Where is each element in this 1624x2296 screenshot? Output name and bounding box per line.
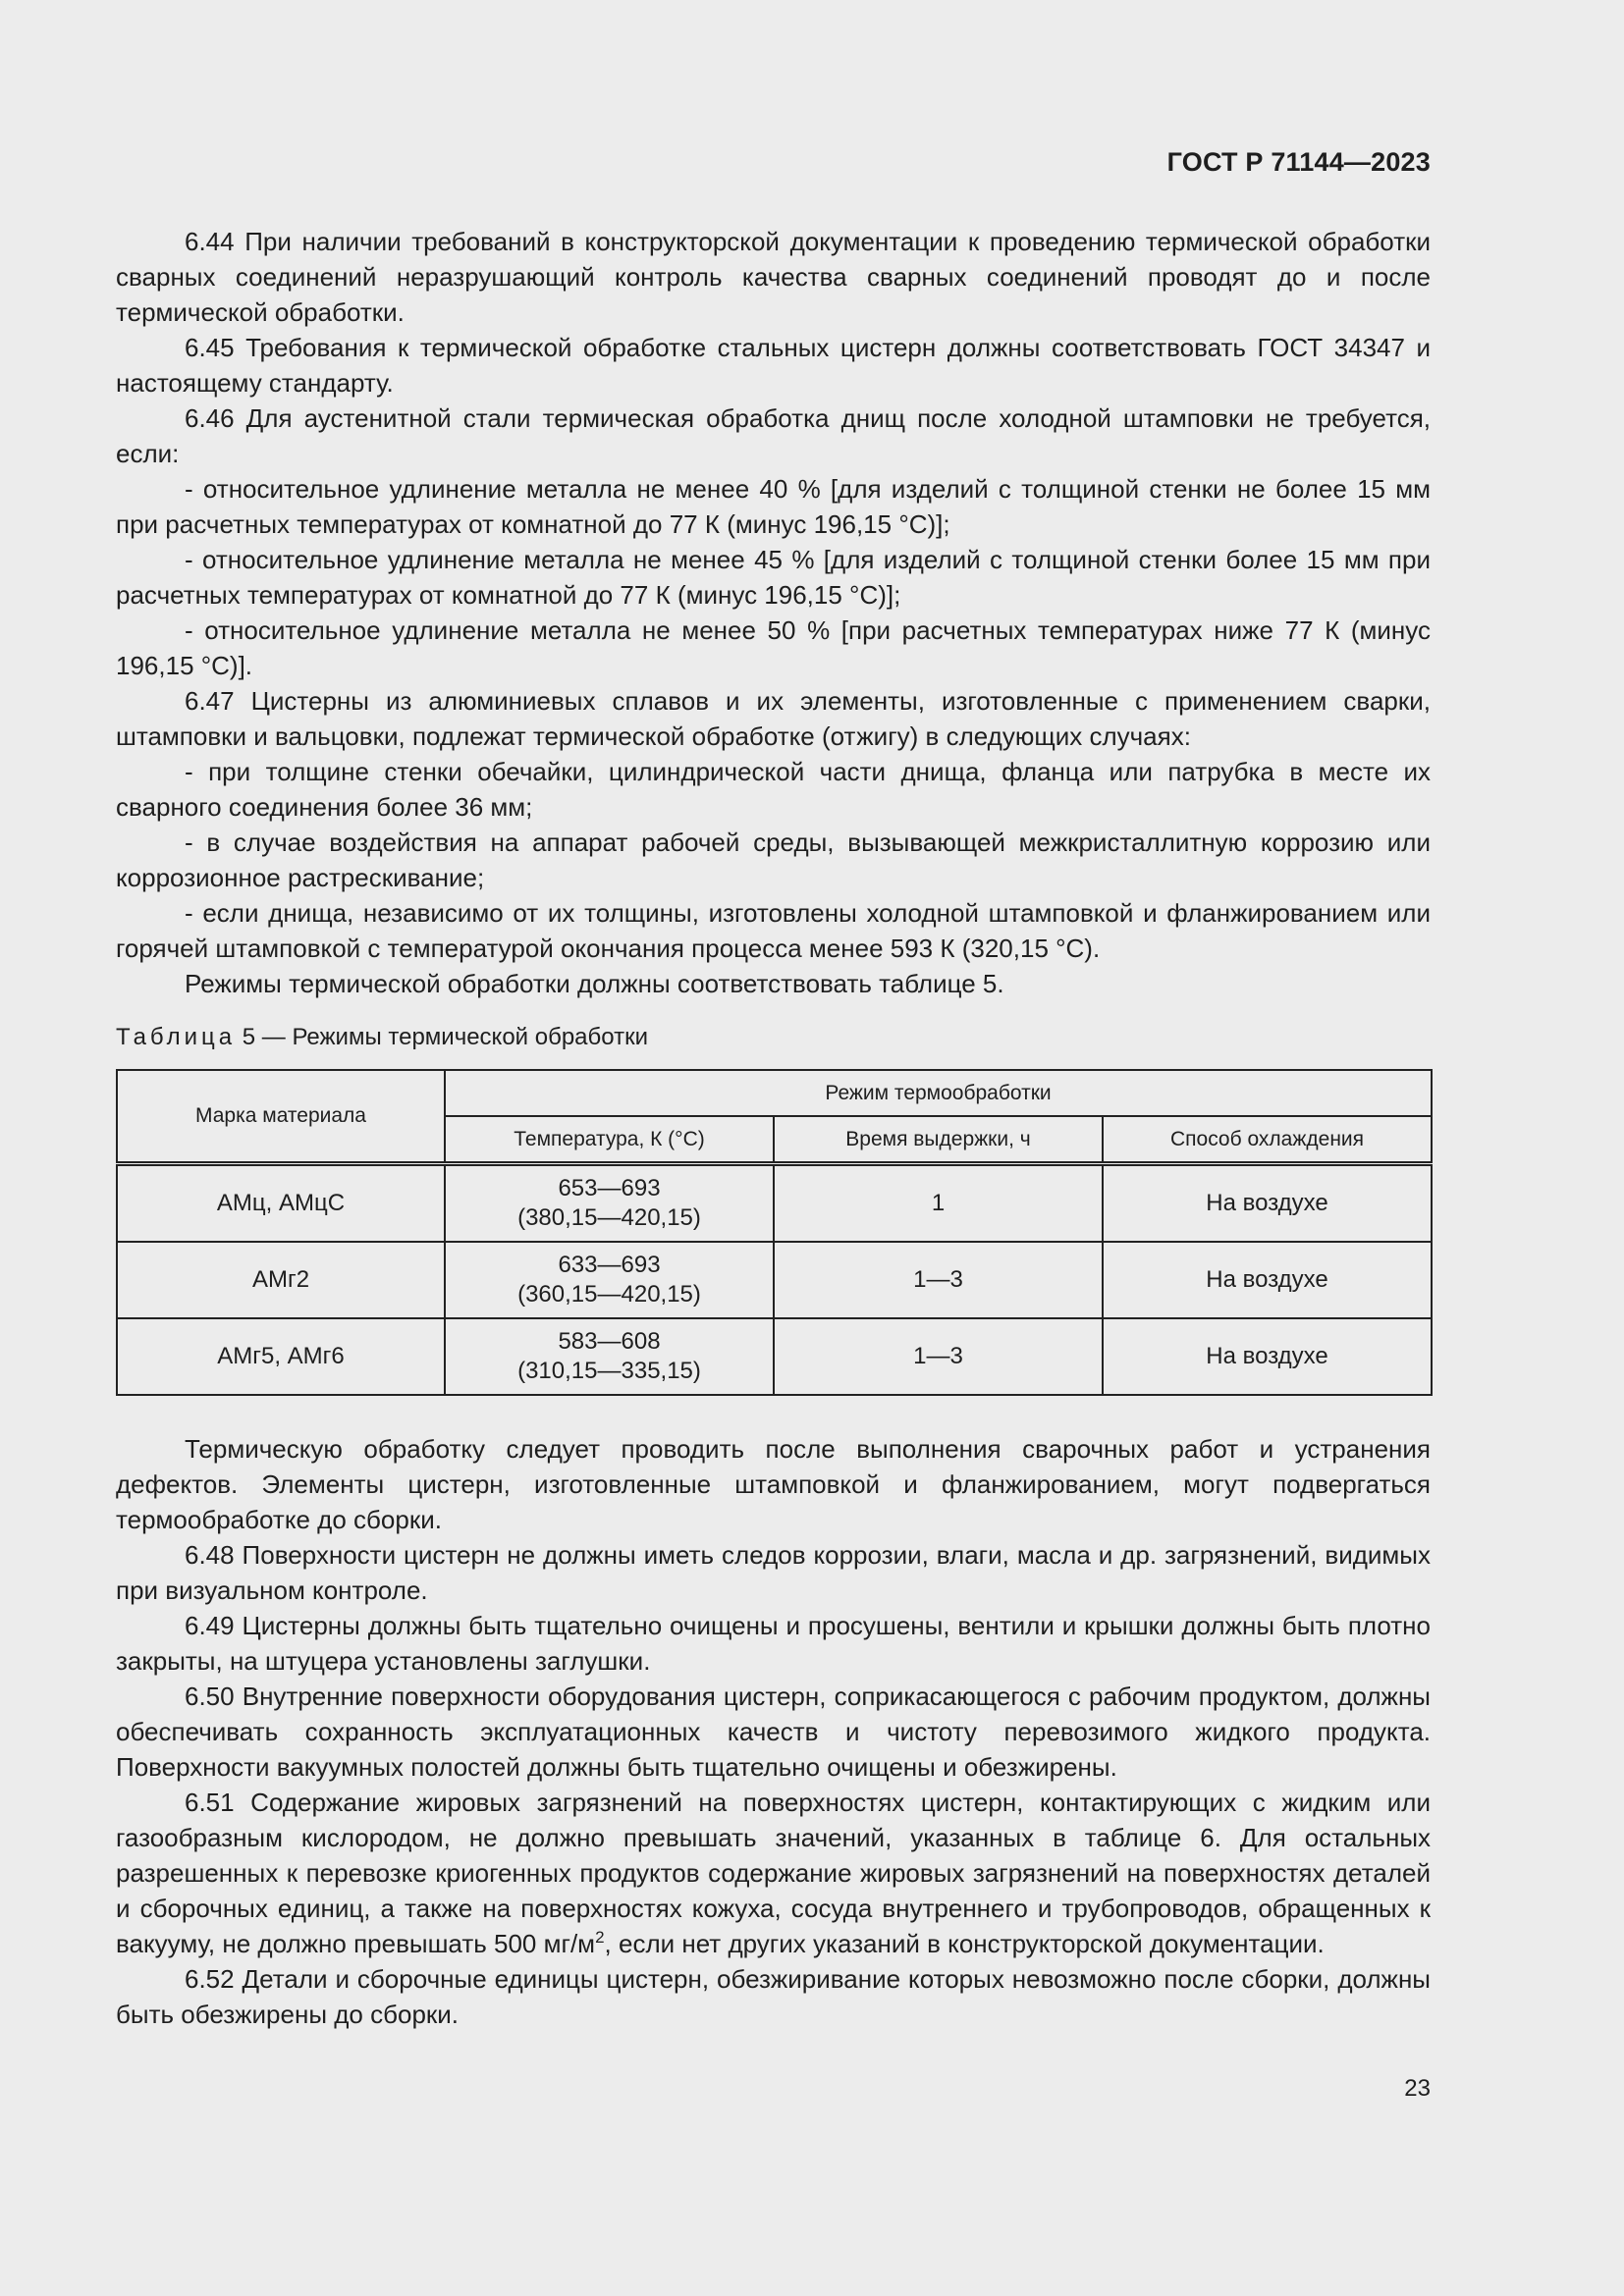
paragraph: 6.50 Внутренние поверхности оборудования цистерн, соприкасающегося с рабочим продуктом, должны обеспечивать сохранность эксплуатационных качеств и чистоту перевозимого жидкого продукта. Поверхности вакуумных полостей должны быть тщательно очищены и обезжирены. — [116, 1682, 1431, 1782]
cell-material: АМг2 — [117, 1242, 445, 1318]
paragraph: Термическую обработку следует проводить после выполнения сварочных работ и устранения дефектов. Элементы цистерн, изготовленные штамповкой и фланжированием, могут подвергаться термообработке до сборки. — [116, 1434, 1431, 1534]
paragraph-text: 6.51 Содержание жировых загрязнений на поверхностях цистерн, контактирующих с жидким или газообразным кислородом, не должно превышать значений, указанных в таблице 6. Для остальных разрешенных к перевозке криогенных продуктов содержание жировых загрязнений на поверхностях деталей и сборочных единиц, а также на поверхностях кожуха, сосуда внутреннего и трубопроводов, обращенных к вакууму, не должно превышать 500 мг/м — [116, 1788, 1431, 1958]
document-id-header: ГОСТ Р 71144—2023 — [1166, 147, 1431, 177]
body-text-top — [116, 224, 1431, 1001]
table-row — [117, 1242, 1432, 1318]
cell-temperature — [445, 1164, 774, 1243]
paragraph: 6.45 Требования к термической обработке стальных цистерн должны соответствовать ГОСТ 34347 и настоящему стандарту. — [116, 333, 1431, 398]
paragraph-text: , если нет других указаний в конструкторской документации. — [604, 1929, 1325, 1958]
list-item: - при толщине стенки обечайки, цилиндрической части днища, фланца или патрубка в месте их сварного соединения более 36 мм; — [116, 757, 1431, 822]
body-text-bottom — [116, 1431, 1431, 2032]
list-item: - если днища, независимо от их толщины, изготовлены холодной штамповкой и фланжированием или горячей штамповкой с температурой окончания процесса менее 593 К (320,15 °С). — [116, 898, 1431, 963]
list-item: - относительное удлинение металла не менее 45 % [для изделий с толщиной стенки более 15 мм при расчетных температурах от комнатной до 77 К (минус 196,15 °С)]; — [116, 545, 1431, 610]
temp-kelvin: 633—693 — [558, 1252, 661, 1278]
cell-cooling: На воздухе — [1103, 1318, 1432, 1395]
temp-celsius: (380,15—420,15) — [517, 1204, 701, 1231]
temp-kelvin: 583—608 — [558, 1328, 661, 1355]
temp-celsius: (360,15—420,15) — [517, 1281, 701, 1308]
cell-cooling: На воздухе — [1103, 1164, 1432, 1243]
table-caption-word: Таблица — [116, 1024, 237, 1050]
paragraph: 6.47 Цистерны из алюминиевых сплавов и их элементы, изготовленные с применением сварки, штамповки и вальцовки, подлежат термической обработке (отжигу) в следующих случаях: — [116, 686, 1431, 751]
list-item: - в случае воздействия на аппарат рабочей среды, вызывающей межкристаллитную коррозию или коррозионное растрескивание; — [116, 828, 1431, 892]
cell-holding-time: 1—3 — [774, 1242, 1103, 1318]
cell-temperature — [445, 1318, 774, 1395]
cell-holding-time: 1—3 — [774, 1318, 1103, 1395]
paragraph: Режимы термической обработки должны соответствовать таблице 5. — [185, 969, 1004, 998]
temp-celsius: (310,15—335,15) — [517, 1358, 701, 1384]
temp-kelvin: 653—693 — [558, 1175, 661, 1201]
list-item: - относительное удлинение металла не менее 40 % [для изделий с толщиной стенки не более 15 мм при расчетных температурах от комнатной до 77 К (минус 196,15 °С)]; — [116, 474, 1431, 539]
page-number: 23 — [1404, 2075, 1431, 2102]
table-row — [117, 1164, 1432, 1243]
paragraph: 6.48 Поверхности цистерн не должны иметь следов коррозии, влаги, масла и др. загрязнений, видимых при визуальном контроле. — [116, 1540, 1431, 1605]
paragraph: 6.44 При наличии требований в конструкторской документации к проведению термической обработки сварных соединений неразрушающий контроль качества сварных соединений проводят до и после термической обработки. — [116, 227, 1431, 327]
table-row — [117, 1318, 1432, 1395]
cell-cooling: На воздухе — [1103, 1242, 1432, 1318]
cell-holding-time: 1 — [774, 1164, 1103, 1243]
heat-treatment-table — [116, 1069, 1433, 1396]
superscript: 2 — [595, 1928, 605, 1947]
paragraph: 6.52 Детали и сборочные единицы цистерн, обезжиривание которых невозможно после сборки, должны быть обезжирены до сборки. — [116, 1964, 1431, 2029]
list-item: - относительное удлинение металла не менее 50 % [при расчетных температурах ниже 77 К (минус 196,15 °С)]. — [116, 615, 1431, 680]
table-caption — [116, 1021, 648, 1054]
header-temperature: Температура, К (°С) — [445, 1116, 774, 1164]
cell-temperature — [445, 1242, 774, 1318]
cell-material: АМц, АМцС — [117, 1164, 445, 1243]
header-treatment-mode: Режим термообработки — [445, 1070, 1432, 1116]
paragraph — [116, 1785, 1431, 1961]
table-caption-title: 5 — Режимы термической обработки — [242, 1024, 648, 1050]
cell-material: АМг5, АМг6 — [117, 1318, 445, 1395]
paragraph: 6.46 Для аустенитной стали термическая обработка днищ после холодной штамповки не требуется, если: — [116, 403, 1431, 468]
header-holding-time: Время выдержки, ч — [774, 1116, 1103, 1164]
header-cooling: Способ охлаждения — [1103, 1116, 1432, 1164]
header-material: Марка материала — [117, 1070, 445, 1164]
paragraph: 6.49 Цистерны должны быть тщательно очищены и просушены, вентили и крышки должны быть плотно закрыты, на штуцера установлены заглушки. — [116, 1611, 1431, 1676]
